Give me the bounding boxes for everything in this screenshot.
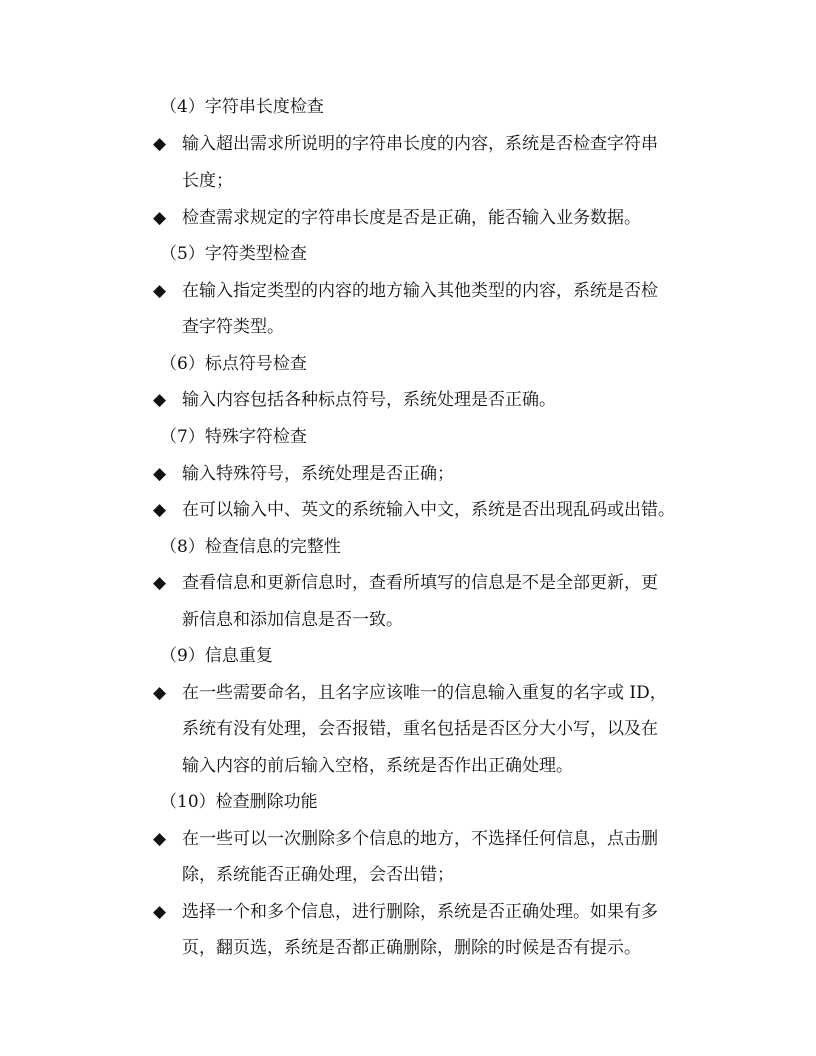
diamond-bullet-icon: ◆ — [153, 134, 167, 154]
diamond-bullet-icon: ◆ — [153, 573, 167, 593]
bullet-text: 在输入指定类型的内容的地方输入其他类型的内容，系统是否检 — [182, 281, 658, 301]
diamond-bullet-icon: ◆ — [153, 500, 167, 520]
bullet-text: 页，翻页选，系统是否都正确删除，删除的时候是否有提示。 — [182, 938, 641, 958]
section-heading: （5）字符类型检查 — [160, 244, 307, 264]
bullet-text: 选择一个和多个信息，进行删除，系统是否正确处理。如果有多 — [182, 902, 658, 922]
diamond-bullet-icon: ◆ — [153, 390, 167, 410]
bullet-text: 查看信息和更新信息时，查看所填写的信息是不是全部更新，更 — [182, 573, 658, 593]
bullet-text: 在一些可以一次删除多个信息的地方，不选择任何信息，点击删 — [182, 829, 658, 849]
bullet-text: 在一些需要命名，且名字应该唯一的信息输入重复的名字或 ID， — [182, 683, 667, 703]
diamond-bullet-icon: ◆ — [153, 464, 167, 484]
section-heading: （9）信息重复 — [160, 646, 273, 666]
diamond-bullet-icon: ◆ — [153, 208, 167, 228]
diamond-bullet-icon: ◆ — [153, 902, 167, 922]
bullet-text: 系统有没有处理，会否报错，重名包括是否区分大小写，以及在 — [182, 719, 658, 739]
bullet-text: 输入超出需求所说明的字符串长度的内容，系统是否检查字符串 — [182, 134, 658, 154]
diamond-bullet-icon: ◆ — [153, 683, 167, 703]
bullet-text: 输入内容包括各种标点符号，系统处理是否正确。 — [182, 390, 556, 410]
section-heading: （7）特殊字符检查 — [160, 427, 307, 447]
bullet-text: 在可以输入中、英文的系统输入中文，系统是否出现乱码或出错。 — [182, 500, 675, 520]
section-heading: （10）检查删除功能 — [160, 792, 318, 812]
bullet-text: 新信息和添加信息是否一致。 — [182, 610, 403, 630]
bullet-text: 查字符类型。 — [182, 317, 284, 337]
section-heading: （8）检查信息的完整性 — [160, 537, 341, 557]
diamond-bullet-icon: ◆ — [153, 829, 167, 849]
section-heading: （4）字符串长度检查 — [160, 97, 324, 117]
diamond-bullet-icon: ◆ — [153, 281, 167, 301]
bullet-text: 除，系统能否正确处理，会否出错； — [182, 865, 454, 885]
bullet-text: 长度； — [182, 171, 233, 191]
section-heading: （6）标点符号检查 — [160, 354, 307, 374]
bullet-text: 输入内容的前后输入空格，系统是否作出正确处理。 — [182, 756, 573, 776]
bullet-text: 检查需求规定的字符串长度是否是正确，能否输入业务数据。 — [182, 208, 641, 228]
bullet-text: 输入特殊符号，系统处理是否正确； — [182, 464, 454, 484]
